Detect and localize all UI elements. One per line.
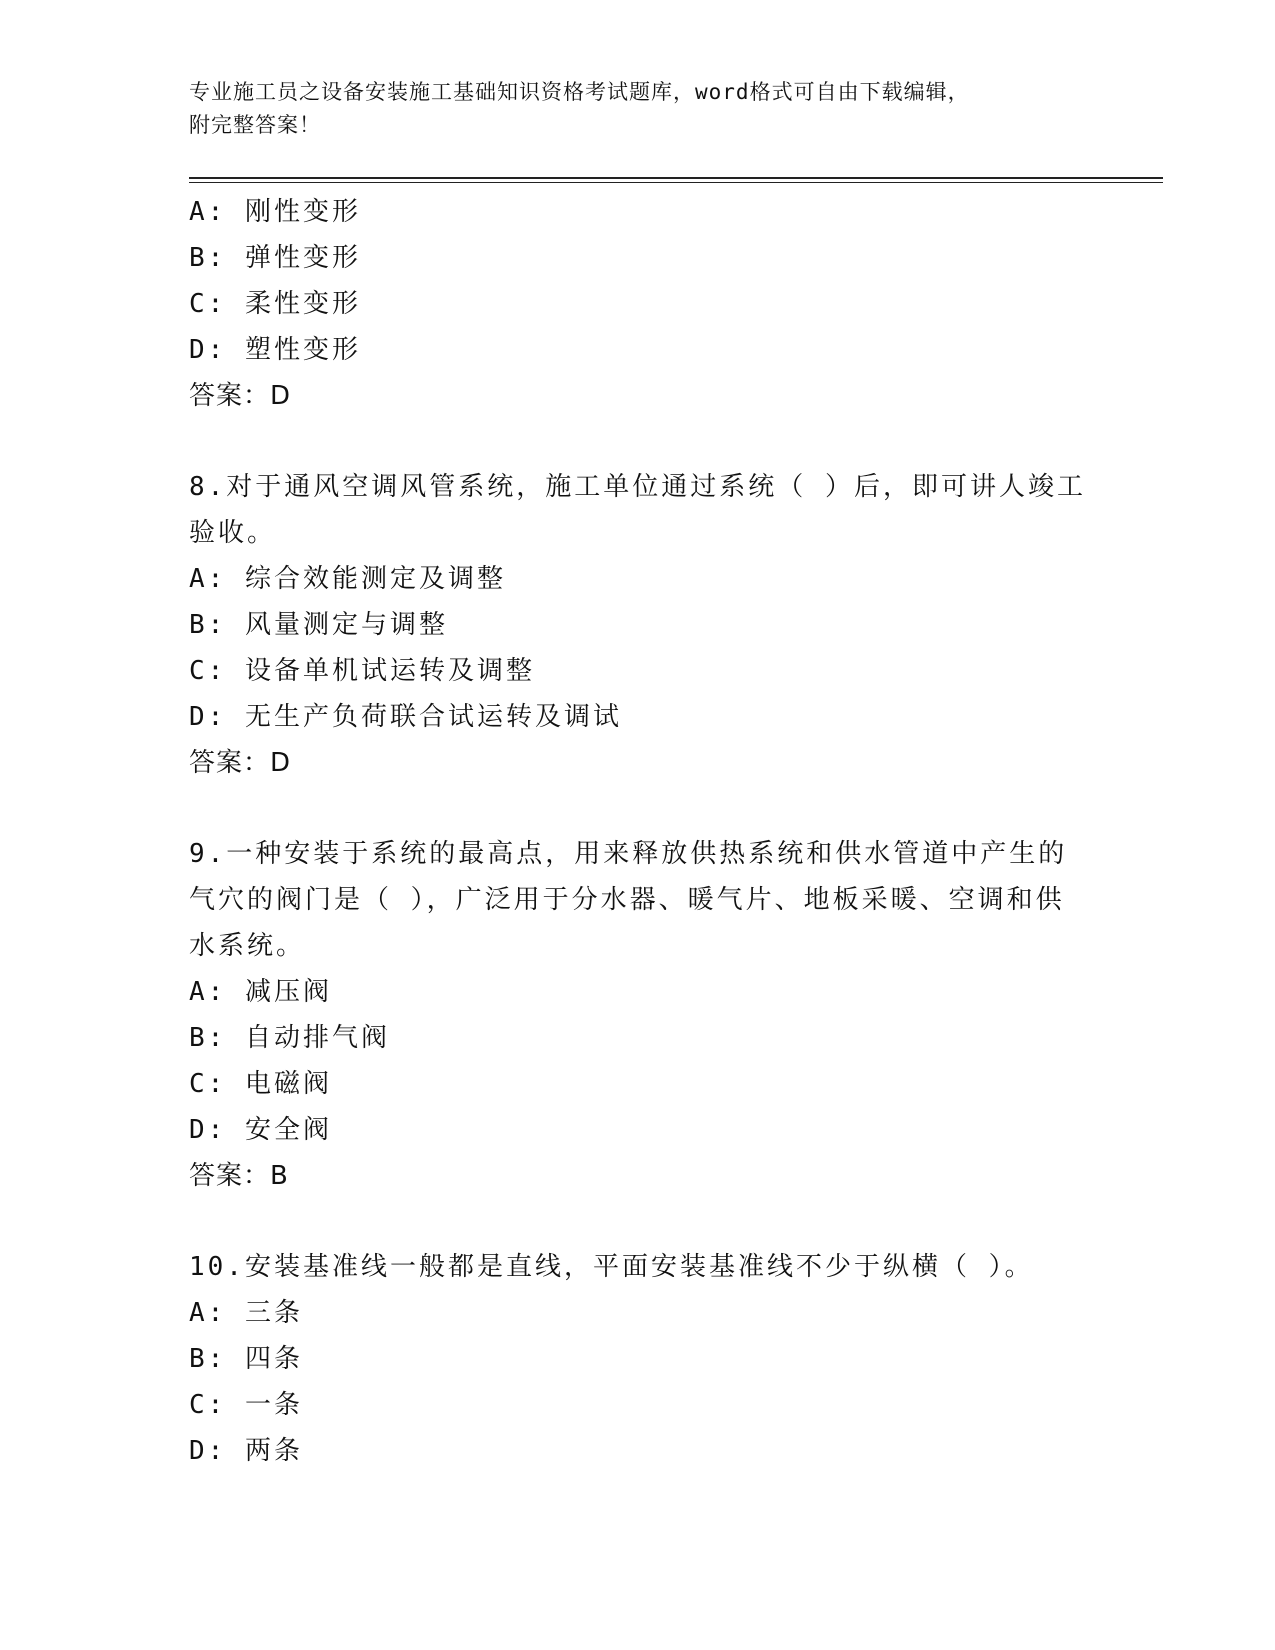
option-c: C: 电磁阀 (189, 1069, 332, 1099)
answer: 答案：D (189, 381, 292, 411)
spacer (189, 419, 1089, 464)
header-divider-thick (189, 177, 1163, 179)
option-d: D: 无生产负荷联合试运转及调试 (189, 702, 622, 732)
answer: 答案：D (189, 748, 292, 778)
question-10 (189, 1244, 1089, 1474)
option-d: D: 两条 (189, 1436, 303, 1466)
spacer (189, 786, 1089, 831)
document-header (189, 76, 1089, 142)
question-stem-line: 验收。 (189, 518, 277, 548)
question-stem-line: 9.一种安装于系统的最高点，用来释放供热系统和供水管道中产生的 (189, 839, 1068, 869)
spacer (189, 1199, 1089, 1244)
question-stem-line: 10.安装基准线一般都是直线，平面安装基准线不少于纵横（ ）。 (189, 1252, 1034, 1282)
question-stem-line: 气穴的阀门是（ ），广泛用于分水器、暖气片、地板采暖、空调和供 (189, 885, 1065, 915)
option-d: D: 塑性变形 (189, 335, 361, 365)
header-divider-thin (189, 182, 1163, 183)
question-stem-line: 水系统。 (189, 931, 306, 961)
answer: 答案：B (189, 1161, 289, 1191)
option-d: D: 安全阀 (189, 1115, 332, 1145)
question-stem-line: 8.对于通风空调风管系统，施工单位通过系统（ ）后，即可讲人竣工 (189, 472, 1086, 502)
header-line-1: 专业施工员之设备安装施工基础知识资格考试题库，word格式可自由下载编辑， (189, 80, 970, 104)
question-8 (189, 464, 1089, 786)
option-a: A: 综合效能测定及调整 (189, 564, 506, 594)
option-a: A: 减压阀 (189, 977, 332, 1007)
question-9 (189, 831, 1089, 1199)
question-7 (189, 189, 1089, 419)
option-b: B: 弹性变形 (189, 243, 361, 273)
option-c: C: 设备单机试运转及调整 (189, 656, 535, 686)
option-c: C: 柔性变形 (189, 289, 361, 319)
option-b: B: 自动排气阀 (189, 1023, 390, 1053)
option-b: B: 风量测定与调整 (189, 610, 448, 640)
header-line-2: 附完整答案！ (189, 113, 321, 137)
option-c: C: 一条 (189, 1390, 303, 1420)
question-list (189, 189, 1089, 1474)
option-b: B: 四条 (189, 1344, 303, 1374)
option-a: A: 刚性变形 (189, 197, 361, 227)
option-a: A: 三条 (189, 1298, 303, 1328)
